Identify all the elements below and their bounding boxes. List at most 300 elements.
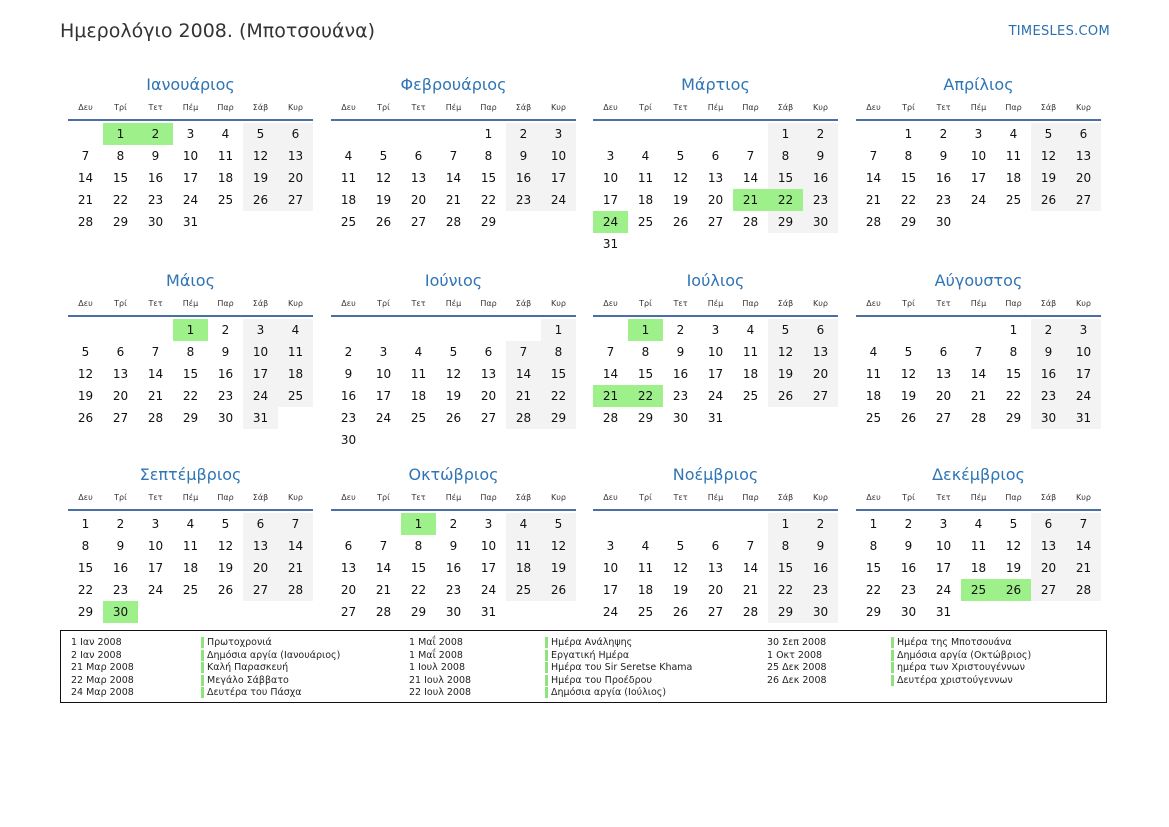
- empty-cell: [366, 123, 401, 145]
- empty-cell: [628, 513, 663, 535]
- day-cell: 23: [672, 389, 689, 403]
- day-cell: 20: [935, 389, 952, 403]
- weekday-label: Σάβ: [1040, 103, 1057, 112]
- legend-date: 30 Σεπ 2008: [767, 637, 827, 648]
- legend-date: 24 Μαρ 2008: [71, 687, 134, 698]
- day-cell: 28: [375, 605, 392, 619]
- day-cell: 5: [1009, 517, 1018, 531]
- day-cell: 23: [803, 579, 838, 601]
- weekday-label: Τετ: [673, 103, 688, 112]
- empty-cell: [593, 513, 628, 535]
- day-cell: 7: [449, 149, 458, 163]
- weekday-label: Τετ: [148, 299, 163, 308]
- day-cell: 18: [865, 389, 882, 403]
- day-cell: 22: [112, 193, 129, 207]
- empty-cell: [593, 123, 628, 145]
- holiday-day-cell: 2: [138, 123, 173, 145]
- day-cell: 7: [606, 345, 615, 359]
- weekday-header: [593, 99, 838, 121]
- day-cell: 24: [182, 193, 199, 207]
- day-cell: 29: [182, 411, 199, 425]
- day-cell: 13: [1066, 145, 1101, 167]
- day-cell: 29: [480, 215, 497, 229]
- day-cell: 7: [81, 149, 90, 163]
- day-cell: 15: [77, 561, 94, 575]
- empty-cell: [331, 513, 366, 535]
- holiday-day-cell: 1: [628, 319, 663, 341]
- day-cell: 21: [445, 193, 462, 207]
- day-cell: 27: [1066, 189, 1101, 211]
- day-cell: 9: [1031, 341, 1066, 363]
- day-cell: 29: [768, 601, 803, 623]
- day-cell: 14: [506, 363, 541, 385]
- day-cell: 19: [541, 557, 576, 579]
- day-cell: 20: [243, 557, 278, 579]
- day-cell: 20: [707, 193, 724, 207]
- empty-cell: [68, 123, 103, 145]
- day-cell: 16: [672, 367, 689, 381]
- days-grid: [68, 319, 313, 429]
- day-cell: 14: [742, 171, 759, 185]
- day-cell: 23: [217, 389, 234, 403]
- day-cell: 27: [340, 605, 357, 619]
- holiday-day-cell: 21: [593, 385, 628, 407]
- day-cell: 8: [904, 149, 913, 163]
- legend-holiday-name: Ημέρα Ανάληψης: [545, 637, 632, 648]
- weekday-label: Πέμ: [445, 103, 462, 112]
- day-cell: 21: [77, 193, 94, 207]
- day-cell: 4: [414, 345, 423, 359]
- day-cell: 12: [900, 367, 917, 381]
- day-cell: 17: [480, 561, 497, 575]
- empty-cell: [926, 319, 961, 341]
- day-cell: 16: [900, 561, 917, 575]
- day-cell: 30: [217, 411, 234, 425]
- day-cell: 3: [541, 123, 576, 145]
- empty-cell: [856, 319, 891, 341]
- weekday-header: [593, 489, 838, 511]
- day-cell: 10: [147, 539, 164, 553]
- day-cell: 5: [541, 513, 576, 535]
- day-cell: 11: [340, 171, 357, 185]
- day-cell: 18: [970, 561, 987, 575]
- day-cell: 14: [375, 561, 392, 575]
- weekday-label: Πέμ: [970, 299, 987, 308]
- day-cell: 29: [541, 407, 576, 429]
- day-cell: 20: [278, 167, 313, 189]
- legend-holiday-name: Ημέρα της Μποτσουάνα: [891, 637, 1012, 648]
- empty-cell: [663, 513, 698, 535]
- day-cell: 8: [641, 345, 650, 359]
- day-cell: 28: [1066, 579, 1101, 601]
- day-cell: 11: [410, 367, 427, 381]
- day-cell: 30: [445, 605, 462, 619]
- days-grid: [856, 319, 1101, 429]
- day-cell: 27: [410, 215, 427, 229]
- day-cell: 15: [112, 171, 129, 185]
- day-cell: 15: [637, 367, 654, 381]
- day-cell: 26: [541, 579, 576, 601]
- day-cell: 14: [970, 367, 987, 381]
- weekday-label: Σάβ: [777, 493, 794, 502]
- weekday-label: Σάβ: [252, 493, 269, 502]
- day-cell: 14: [147, 367, 164, 381]
- legend-holiday-name: Δευτέρα του Πάσχα: [201, 687, 302, 698]
- day-cell: 11: [637, 171, 654, 185]
- day-cell: 25: [1005, 193, 1022, 207]
- day-cell: 17: [935, 561, 952, 575]
- day-cell: 17: [602, 193, 619, 207]
- day-cell: 12: [243, 145, 278, 167]
- day-cell: 6: [803, 319, 838, 341]
- day-cell: 26: [900, 411, 917, 425]
- holiday-day-cell: 21: [733, 189, 768, 211]
- weekday-header: [593, 295, 838, 317]
- month-block: [856, 75, 1101, 233]
- legend-date: 22 Μαρ 2008: [71, 674, 134, 686]
- weekday-label: Πέμ: [707, 103, 724, 112]
- weekday-label: Δευ: [866, 493, 881, 502]
- day-cell: 23: [112, 583, 129, 597]
- legend-date: 1 Οκτ 2008: [767, 649, 823, 661]
- day-cell: 5: [243, 123, 278, 145]
- weekday-label: Τρί: [114, 103, 127, 112]
- weekday-label: Δευ: [78, 493, 93, 502]
- site-link[interactable]: TIMESLES.COM: [1008, 24, 1110, 39]
- day-cell: 20: [707, 583, 724, 597]
- day-cell: 10: [243, 341, 278, 363]
- weekday-label: Παρ: [742, 103, 759, 112]
- weekday-label: Κυρ: [813, 103, 828, 112]
- day-cell: 25: [506, 579, 541, 601]
- weekday-label: Παρ: [217, 493, 234, 502]
- holiday-day-cell: 22: [768, 189, 803, 211]
- empty-cell: [628, 123, 663, 145]
- day-cell: 6: [344, 539, 353, 553]
- day-cell: 24: [541, 189, 576, 211]
- day-cell: 16: [340, 389, 357, 403]
- days-grid: [856, 513, 1101, 623]
- day-cell: 27: [278, 189, 313, 211]
- weekday-label: Τρί: [639, 299, 652, 308]
- day-cell: 5: [904, 345, 913, 359]
- day-cell: 11: [506, 535, 541, 557]
- day-cell: 12: [541, 535, 576, 557]
- day-cell: 4: [869, 345, 878, 359]
- day-cell: 29: [1005, 411, 1022, 425]
- weekday-label: Πέμ: [182, 493, 199, 502]
- weekday-label: Τετ: [673, 299, 688, 308]
- day-cell: 3: [711, 323, 720, 337]
- day-cell: 8: [541, 341, 576, 363]
- day-cell: 21: [278, 557, 313, 579]
- day-cell: 25: [340, 215, 357, 229]
- weekday-label: Τετ: [936, 103, 951, 112]
- day-cell: 25: [637, 605, 654, 619]
- day-cell: 18: [182, 561, 199, 575]
- day-cell: 1: [904, 127, 913, 141]
- day-cell: 25: [742, 389, 759, 403]
- day-cell: 30: [900, 605, 917, 619]
- days-grid: [68, 513, 313, 623]
- weekday-label: Πέμ: [707, 493, 724, 502]
- empty-cell: [103, 319, 138, 341]
- day-cell: 24: [602, 605, 619, 619]
- day-cell: 18: [1005, 171, 1022, 185]
- day-cell: 24: [1066, 385, 1101, 407]
- weekday-header: [331, 99, 576, 121]
- day-cell: 10: [182, 149, 199, 163]
- weekday-header: [856, 295, 1101, 317]
- day-cell: 13: [707, 561, 724, 575]
- day-cell: 5: [379, 149, 388, 163]
- month-block: [68, 465, 313, 623]
- day-cell: 9: [939, 149, 948, 163]
- day-cell: 6: [484, 345, 493, 359]
- day-cell: 30: [340, 433, 357, 447]
- weekday-label: Τετ: [148, 493, 163, 502]
- day-cell: 25: [637, 215, 654, 229]
- day-cell: 26: [1031, 189, 1066, 211]
- day-cell: 7: [1066, 513, 1101, 535]
- day-cell: 4: [506, 513, 541, 535]
- day-cell: 24: [935, 583, 952, 597]
- day-cell: 9: [803, 535, 838, 557]
- day-cell: 1: [81, 517, 90, 531]
- legend-holiday-name: Πρωτοχρονιά: [201, 637, 272, 648]
- legend-name-column: [891, 637, 1031, 687]
- day-cell: 22: [865, 583, 882, 597]
- weekday-label: Δευ: [341, 493, 356, 502]
- day-cell: 19: [217, 561, 234, 575]
- day-cell: 7: [869, 149, 878, 163]
- month-name: Απρίλιος: [943, 75, 1014, 94]
- day-cell: 28: [970, 411, 987, 425]
- weekday-header: [856, 489, 1101, 511]
- day-cell: 7: [379, 539, 388, 553]
- day-cell: 10: [541, 145, 576, 167]
- month-block: [593, 465, 838, 623]
- day-cell: 5: [676, 149, 685, 163]
- month-name: Μάρτιος: [681, 75, 750, 94]
- day-cell: 29: [768, 211, 803, 233]
- empty-cell: [401, 319, 436, 341]
- day-cell: 15: [480, 171, 497, 185]
- day-cell: 21: [506, 385, 541, 407]
- day-cell: 8: [81, 539, 90, 553]
- days-grid: [331, 123, 576, 233]
- weekday-label: Πέμ: [182, 103, 199, 112]
- weekday-label: Παρ: [217, 103, 234, 112]
- day-cell: 25: [217, 193, 234, 207]
- empty-cell: [856, 123, 891, 145]
- day-cell: 30: [1031, 407, 1066, 429]
- day-cell: 3: [484, 517, 493, 531]
- day-cell: 19: [77, 389, 94, 403]
- legend-date: 2 Ιαν 2008: [71, 649, 122, 661]
- legend-holiday-name: Δευτέρα χριστούγεννων: [891, 675, 1013, 686]
- day-cell: 12: [768, 341, 803, 363]
- day-cell: 30: [935, 215, 952, 229]
- day-cell: 18: [637, 193, 654, 207]
- day-cell: 20: [803, 363, 838, 385]
- weekday-label: Δευ: [603, 299, 618, 308]
- day-cell: 17: [1066, 363, 1101, 385]
- weekday-label: Σάβ: [1040, 299, 1057, 308]
- day-cell: 6: [711, 539, 720, 553]
- weekday-label: Παρ: [480, 299, 497, 308]
- weekday-label: Πέμ: [182, 299, 199, 308]
- weekday-label: Δευ: [603, 493, 618, 502]
- day-cell: 14: [445, 171, 462, 185]
- day-cell: 14: [1066, 535, 1101, 557]
- day-cell: 19: [1005, 561, 1022, 575]
- day-cell: 13: [112, 367, 129, 381]
- weekday-label: Τρί: [902, 299, 915, 308]
- day-cell: 7: [746, 539, 755, 553]
- day-cell: 9: [151, 149, 160, 163]
- day-cell: 18: [340, 193, 357, 207]
- day-cell: 28: [77, 215, 94, 229]
- empty-cell: [401, 123, 436, 145]
- day-cell: 23: [147, 193, 164, 207]
- weekday-label: Παρ: [217, 299, 234, 308]
- weekday-label: Δευ: [866, 103, 881, 112]
- day-cell: 21: [742, 583, 759, 597]
- day-cell: 5: [676, 539, 685, 553]
- day-cell: 27: [707, 215, 724, 229]
- weekday-label: Τετ: [148, 103, 163, 112]
- day-cell: 26: [77, 411, 94, 425]
- empty-cell: [331, 123, 366, 145]
- day-cell: 2: [506, 123, 541, 145]
- weekday-header: [68, 489, 313, 511]
- weekday-header: [331, 489, 576, 511]
- day-cell: 3: [186, 127, 195, 141]
- weekday-label: Τετ: [411, 493, 426, 502]
- day-cell: 10: [1066, 341, 1101, 363]
- day-cell: 12: [672, 171, 689, 185]
- day-cell: 18: [742, 367, 759, 381]
- day-cell: 18: [506, 557, 541, 579]
- day-cell: 31: [707, 411, 724, 425]
- day-cell: 15: [900, 171, 917, 185]
- day-cell: 31: [602, 237, 619, 251]
- day-cell: 10: [480, 539, 497, 553]
- weekday-label: Τρί: [377, 299, 390, 308]
- day-cell: 10: [602, 171, 619, 185]
- day-cell: 15: [768, 167, 803, 189]
- day-cell: 22: [410, 583, 427, 597]
- legend-holiday-name: Δημόσια αργία (Ιανουάριος): [201, 650, 340, 661]
- day-cell: 16: [506, 167, 541, 189]
- day-cell: 4: [641, 539, 650, 553]
- weekday-label: Σάβ: [777, 299, 794, 308]
- day-cell: 4: [186, 517, 195, 531]
- day-cell: 29: [112, 215, 129, 229]
- weekday-label: Σάβ: [515, 299, 532, 308]
- day-cell: 30: [672, 411, 689, 425]
- legend-date: 25 Δεκ 2008: [767, 662, 827, 673]
- day-cell: 19: [900, 389, 917, 403]
- day-cell: 12: [77, 367, 94, 381]
- legend-date: 21 Μαρ 2008: [71, 662, 134, 673]
- page-title: Ημερολόγιο 2008. (Μποτσουάνα): [60, 20, 376, 42]
- empty-cell: [436, 123, 471, 145]
- month-block: [68, 271, 313, 429]
- month-block: [331, 465, 576, 623]
- day-cell: 21: [1066, 557, 1101, 579]
- weekday-label: Παρ: [1005, 493, 1022, 502]
- day-cell: 20: [112, 389, 129, 403]
- month-block: [593, 271, 838, 429]
- weekday-label: Τετ: [673, 493, 688, 502]
- day-cell: 13: [935, 367, 952, 381]
- day-cell: 26: [375, 215, 392, 229]
- weekday-label: Κυρ: [813, 299, 828, 308]
- day-cell: 14: [602, 367, 619, 381]
- legend-date: 1 Μαΐ 2008: [409, 637, 463, 648]
- legend-date: 26 Δεκ 2008: [767, 674, 827, 686]
- day-cell: 2: [116, 517, 125, 531]
- day-cell: 18: [637, 583, 654, 597]
- day-cell: 3: [606, 539, 615, 553]
- day-cell: 24: [375, 411, 392, 425]
- day-cell: 31: [480, 605, 497, 619]
- day-cell: 15: [410, 561, 427, 575]
- day-cell: 23: [340, 411, 357, 425]
- day-cell: 12: [1005, 539, 1022, 553]
- day-cell: 16: [803, 167, 838, 189]
- day-cell: 20: [1066, 167, 1101, 189]
- day-cell: 28: [742, 215, 759, 229]
- day-cell: 24: [707, 389, 724, 403]
- weekday-label: Δευ: [341, 299, 356, 308]
- day-cell: 27: [112, 411, 129, 425]
- day-cell: 3: [606, 149, 615, 163]
- legend-date-column: [71, 637, 134, 700]
- day-cell: 26: [768, 385, 803, 407]
- weekday-label: Πέμ: [970, 103, 987, 112]
- day-cell: 13: [707, 171, 724, 185]
- day-cell: 2: [221, 323, 230, 337]
- day-cell: 1: [768, 513, 803, 535]
- weekday-label: Τρί: [114, 299, 127, 308]
- day-cell: 10: [935, 539, 952, 553]
- day-cell: 11: [1005, 149, 1022, 163]
- day-cell: 20: [480, 389, 497, 403]
- day-cell: 3: [379, 345, 388, 359]
- day-cell: 6: [243, 513, 278, 535]
- day-cell: 29: [410, 605, 427, 619]
- day-cell: 11: [217, 149, 234, 163]
- day-cell: 8: [116, 149, 125, 163]
- day-cell: 22: [182, 389, 199, 403]
- day-cell: 11: [742, 345, 759, 359]
- legend-date-column: [767, 637, 827, 687]
- weekday-label: Κυρ: [813, 493, 828, 502]
- day-cell: 17: [182, 171, 199, 185]
- day-cell: 6: [1031, 513, 1066, 535]
- weekday-label: Δευ: [78, 103, 93, 112]
- day-cell: 10: [375, 367, 392, 381]
- day-cell: 8: [768, 145, 803, 167]
- day-cell: 27: [935, 411, 952, 425]
- day-cell: 20: [340, 583, 357, 597]
- month-name: Οκτώβριος: [408, 465, 499, 484]
- day-cell: 28: [865, 215, 882, 229]
- day-cell: 20: [1031, 557, 1066, 579]
